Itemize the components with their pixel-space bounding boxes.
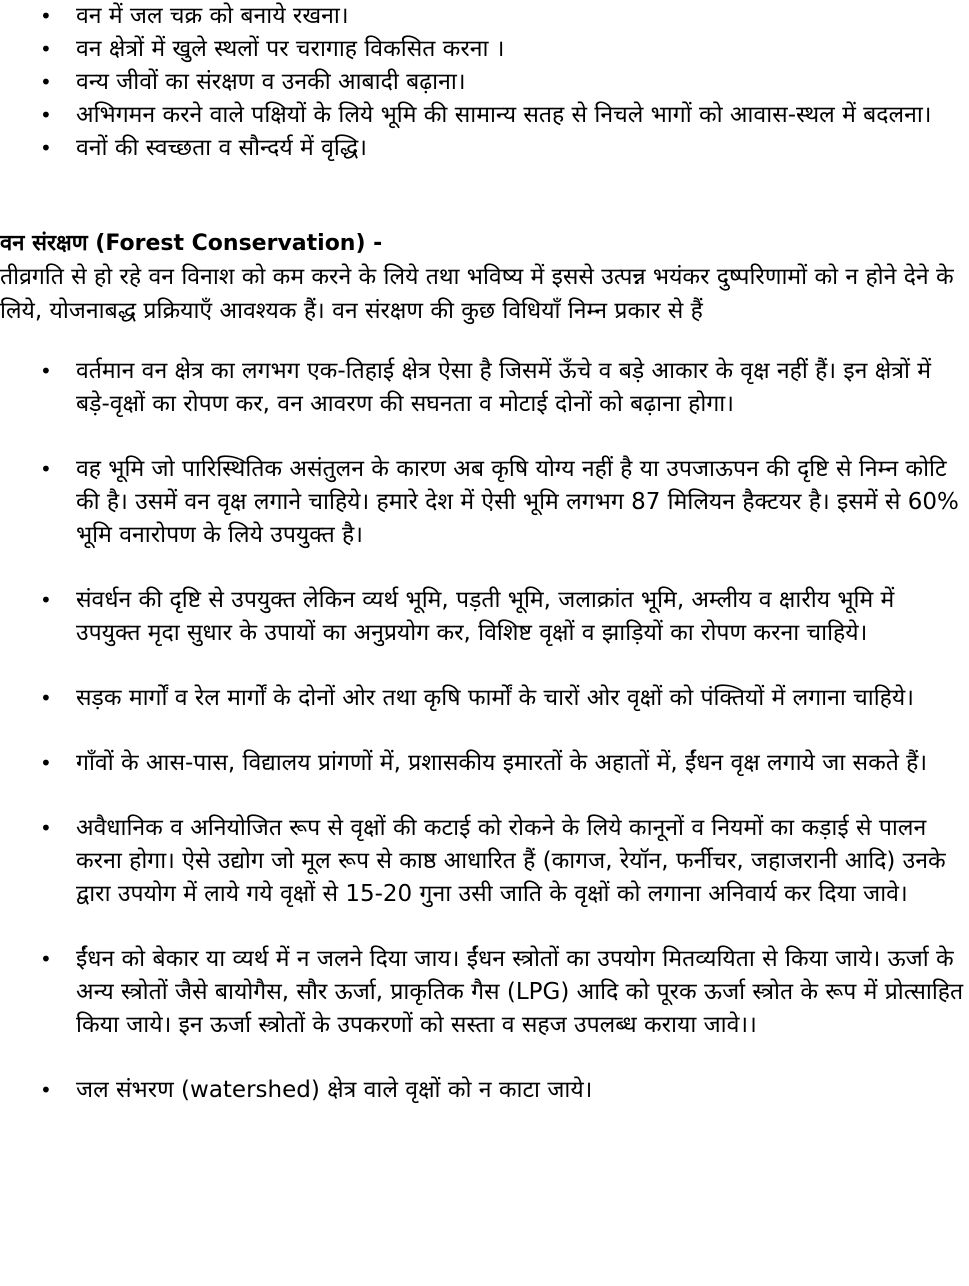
- list-item-text: वर्तमान वन क्षेत्र का लगभग एक-तिहाई क्षेत्र ऐसा है जिसमें ऊँचे व बड़े आकार के वृक्ष नहीं हैं। इन क्षेत्रों में बड़े-वृक्षों का रोपण कर, वन आवरण की सघनता व मोटाई दोनों को बढ़ाना होगा।: [76, 358, 931, 417]
- section-intro: तीव्रगति से हो रहे वन विनाश को कम करने के लिये तथा भविष्य में इससे उत्पन्न भयंकर दुष्परिणामों को न होने देने के लिये, योजनाबद्ध प्रक्रियाएँ आवश्यक हैं। वन संरक्षण की कुछ विधियाँ निम्न प्रकार से हैं: [0, 264, 954, 324]
- list-item: [0, 943, 969, 1042]
- bullet-icon: •: [40, 588, 52, 612]
- list-item-text: संवर्धन की दृष्टि से उपयुक्त लेकिन व्यर्थ भूमि, पड़ती भूमि, जलाक्रांत भूमि, अम्लीय व क्षारीय भूमि में उपयुक्त मृदा सुधार के उपायों का अनुप्रयोग कर, विशिष्ट वृक्षों व झाड़ियों का रोपण करना चाहिये।: [76, 587, 895, 646]
- list-item: [0, 132, 969, 165]
- list-item-text: गाँवों के आस-पास, विद्यालय प्रांगणों में, प्रशासकीय इमारतों के अहातों में, ईंधन वृक्ष लगाये जा सकते हैं।: [76, 750, 928, 776]
- list-item: [0, 812, 969, 911]
- bullet-icon: •: [40, 37, 52, 61]
- list-item-text: वनों की स्वच्छता व सौन्दर्य में वृद्धि।: [76, 135, 367, 161]
- list-item: [0, 682, 969, 715]
- section-heading: वन संरक्षण (Forest Conservation) -: [0, 231, 383, 256]
- list-item: [0, 33, 969, 66]
- top-bullet-list: [0, 0, 969, 165]
- list-item: [0, 584, 969, 650]
- list-item-text: ईंधन को बेकार या व्यर्थ में न जलने दिया जाय। ईंधन स्त्रोतों का उपयोग मितव्ययिता से किया जाये। ऊर्जा के अन्य स्त्रोतों जैसे बायोगैस, सौर ऊर्जा, प्राकृतिक गैस (LPG) आदि को पूरक ऊर्जा स्त्रोत के रूप में प्रोत्साहित किया जाये। इन ऊर्जा स्त्रोतों के उपकरणों को सस्ता व सहज उपलब्ध कराया जावे।।: [76, 946, 964, 1038]
- list-item: [0, 1074, 969, 1107]
- list-item: [0, 355, 969, 421]
- bullet-icon: •: [40, 947, 52, 971]
- list-item-text: वन्य जीवों का संरक्षण व उनकी आबादी बढ़ाना।: [76, 69, 466, 95]
- bullet-icon: •: [40, 359, 52, 383]
- bullet-icon: •: [40, 751, 52, 775]
- list-item-text: वह भूमि जो पारिस्थितिक असंतुलन के कारण अब कृषि योग्य नहीं है या उपजाऊपन की दृष्टि से निम्न कोटि की है। उसमें वन वृक्ष लगाने चाहिये। हमारे देश में ऐसी भूमि लगभग 87 मिलियन हैक्टयर है। इसमें से 60% भूमि वनारोपण के लिये उपयुक्त है।: [76, 456, 959, 548]
- bullet-icon: •: [40, 70, 52, 94]
- list-item: [0, 747, 969, 780]
- list-item: [0, 99, 969, 132]
- list-item-text: वन क्षेत्रों में खुले स्थलों पर चरागाह विकसित करना ।: [76, 36, 505, 62]
- list-item: [0, 66, 969, 99]
- bullet-icon: •: [40, 103, 52, 127]
- list-item-text: अभिगमन करने वाले पक्षियों के लिये भूमि की सामान्य सतह से निचले भागों को आवास-स्थल में बदलना।: [76, 102, 932, 128]
- bullet-icon: •: [40, 4, 52, 28]
- list-item-text: जल संभरण (watershed) क्षेत्र वाले वृक्षों को न काटा जाये।: [76, 1077, 593, 1103]
- conservation-methods-list: [0, 355, 969, 1107]
- list-item-text: वन में जल चक्र को बनाये रखना।: [76, 3, 349, 29]
- bullet-icon: •: [40, 686, 52, 710]
- list-item: [0, 0, 969, 33]
- list-item: [0, 453, 969, 552]
- bullet-icon: •: [40, 457, 52, 481]
- bullet-icon: •: [40, 136, 52, 160]
- bullet-icon: •: [40, 816, 52, 840]
- list-item-text: सड़क मार्गों व रेल मार्गों के दोनों ओर तथा कृषि फार्मों के चारों ओर वृक्षों को पंक्तियों में लगाना चाहिये।: [76, 685, 914, 711]
- bullet-icon: •: [40, 1078, 52, 1102]
- list-item-text: अवैधानिक व अनियोजित रूप से वृक्षों की कटाई को रोकने के लिये कानूनों व नियमों का कड़ाई से पालन करना होगा। ऐसे उद्योग जो मूल रूप से काष्ठ आधारित हैं (कागज, रेयॉन, फर्नीचर, जहाजरानी आदि) उनके द्वारा उपयोग में लाये गये वृक्षों से 15-20 गुना उसी जाति के वृक्षों को लगाना अनिवार्य कर दिया जावे।: [76, 815, 946, 907]
